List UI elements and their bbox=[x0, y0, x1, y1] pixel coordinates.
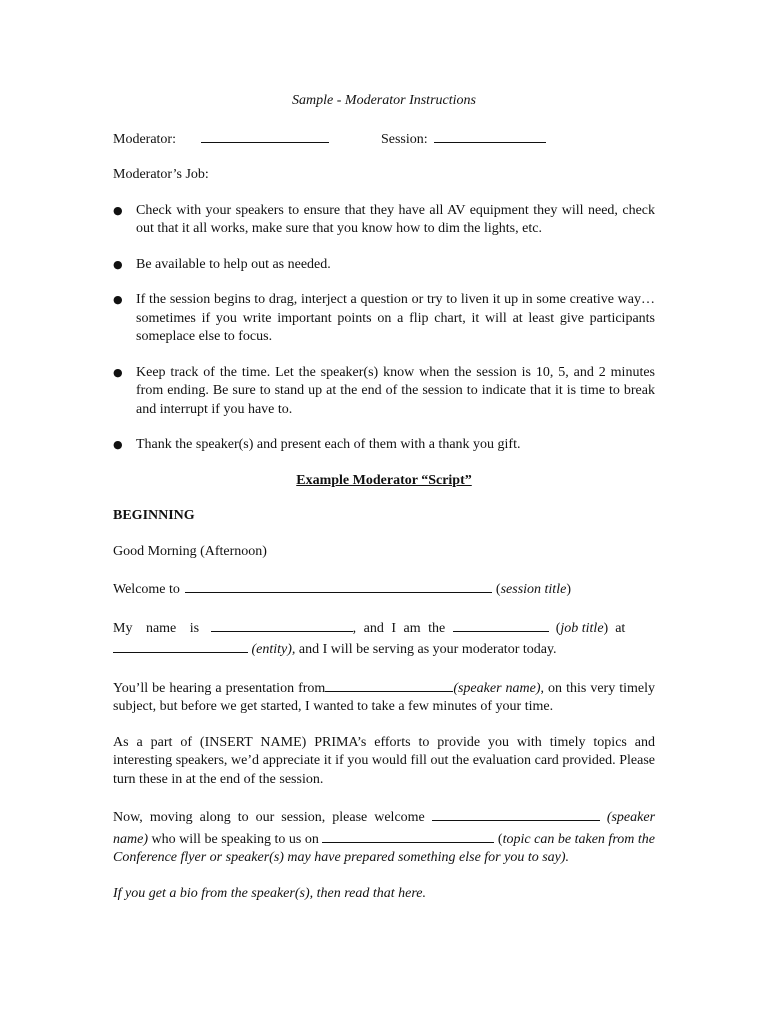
bio-note: If you get a bio from the speaker(s), then read that here. bbox=[113, 885, 426, 901]
document-title: Sample - Moderator Instructions bbox=[292, 93, 476, 108]
job-item-text: Be available to help out as needed. bbox=[136, 256, 331, 272]
presentation-prefix: You’ll be hearing a presentation from bbox=[113, 680, 326, 696]
job-item bbox=[113, 291, 655, 347]
welcome-speaker-prefix: Now, moving along to our session, please welcome bbox=[113, 810, 425, 825]
job-item bbox=[113, 256, 655, 275]
speaker-blank bbox=[432, 806, 600, 821]
script-heading: Example Moderator “Script” bbox=[296, 472, 472, 488]
session-label: Session: bbox=[380, 131, 428, 147]
job-title-hint: job title bbox=[560, 620, 604, 636]
bullet-icon: ● bbox=[113, 203, 123, 217]
job-item-text: Check with your speakers to ensure that they have all AV equipment they will need, check out that it all works, make sure that you know how to dim the lights, etc. bbox=[136, 202, 655, 236]
evaluation-paragraph: As a part of (INSERT NAME) PRIMA’s efforts to provide you with timely topics and interesting speakers, we’d appreciate it if you would fill out the evaluation card provided. Please turn these in at the end of the session. bbox=[113, 734, 655, 787]
moderator-blank bbox=[201, 128, 329, 143]
welcome-speaker-middle: who will be speaking to us on bbox=[148, 831, 319, 847]
topic-hint: topic can be taken from the Conference flyer or speaker(s) may have prepared something else for you to say). bbox=[113, 831, 655, 865]
speaker-name-hint: (speaker name) bbox=[453, 680, 541, 696]
entity-hint: (entity), bbox=[251, 642, 296, 657]
job-item bbox=[113, 202, 655, 239]
header-fields bbox=[113, 128, 655, 150]
job-title-blank bbox=[453, 617, 549, 632]
intro-my-name: My name is bbox=[113, 620, 200, 636]
speaker-name-blank bbox=[325, 677, 453, 692]
intro-at: at bbox=[615, 620, 626, 636]
welcome-prefix: Welcome to bbox=[113, 582, 180, 597]
job-list bbox=[113, 202, 655, 455]
speaker-hint: (speaker name) bbox=[113, 810, 656, 847]
job-item-text: Keep track of the time. Let the speaker(s) know when the session is 10, 5, and 2 minutes from ending. Be sure to stand up at the end of the session to indicate that it is time to break and interrupt if you have to. bbox=[136, 364, 655, 417]
bullet-icon: ● bbox=[113, 257, 123, 271]
welcome-close-paren: ) bbox=[566, 582, 571, 597]
intro-serving: and I will be serving as your moderator today. bbox=[295, 642, 557, 657]
presentation-paragraph bbox=[113, 677, 655, 717]
greeting: Good Morning (Afternoon) bbox=[113, 543, 267, 559]
welcome-speaker-paragraph: Now, moving along to our session, please welcome (speaker name) who will be speaking to us on (topic can be taken from the Conference flyer or speaker(s) may have prepared something else for you to say). bbox=[113, 806, 655, 868]
job-heading: Moderator’s Job: bbox=[113, 167, 209, 182]
entity-blank bbox=[113, 638, 248, 653]
intro-paragraph: My name is , and I am the (job title) at (entity), and I will be serving as your moderator today. bbox=[113, 617, 655, 660]
bullet-icon: ● bbox=[113, 438, 123, 451]
moderator-label: Moderator: bbox=[113, 131, 176, 147]
job-item-text: If the session begins to drag, interject a question or try to liven it up in some creative way…sometimes if you write important points on a flip chart, it will at least give participants someplace else to focus. bbox=[136, 292, 655, 344]
welcome-line bbox=[113, 578, 655, 600]
beginning-heading: BEGINNING bbox=[113, 508, 195, 523]
session-title-hint: session title bbox=[500, 582, 567, 597]
bullet-icon: ● bbox=[113, 293, 123, 306]
welcome-open-paren: ( bbox=[495, 582, 501, 597]
job-item bbox=[113, 364, 655, 420]
topic-blank bbox=[322, 828, 494, 843]
session-blank bbox=[434, 128, 546, 143]
document-page bbox=[113, 92, 655, 920]
presentation-suffix: , on this very timely subject, but before we get started, I wanted to take a few minutes of your time. bbox=[113, 680, 655, 714]
job-item-text: Thank the speaker(s) and present each of them with a thank you gift. bbox=[136, 437, 521, 452]
bullet-icon: ● bbox=[113, 365, 123, 379]
intro-and-i-am: , and I am the bbox=[352, 620, 446, 636]
name-blank bbox=[211, 617, 353, 632]
session-title-blank bbox=[185, 578, 492, 593]
job-item bbox=[113, 436, 655, 455]
